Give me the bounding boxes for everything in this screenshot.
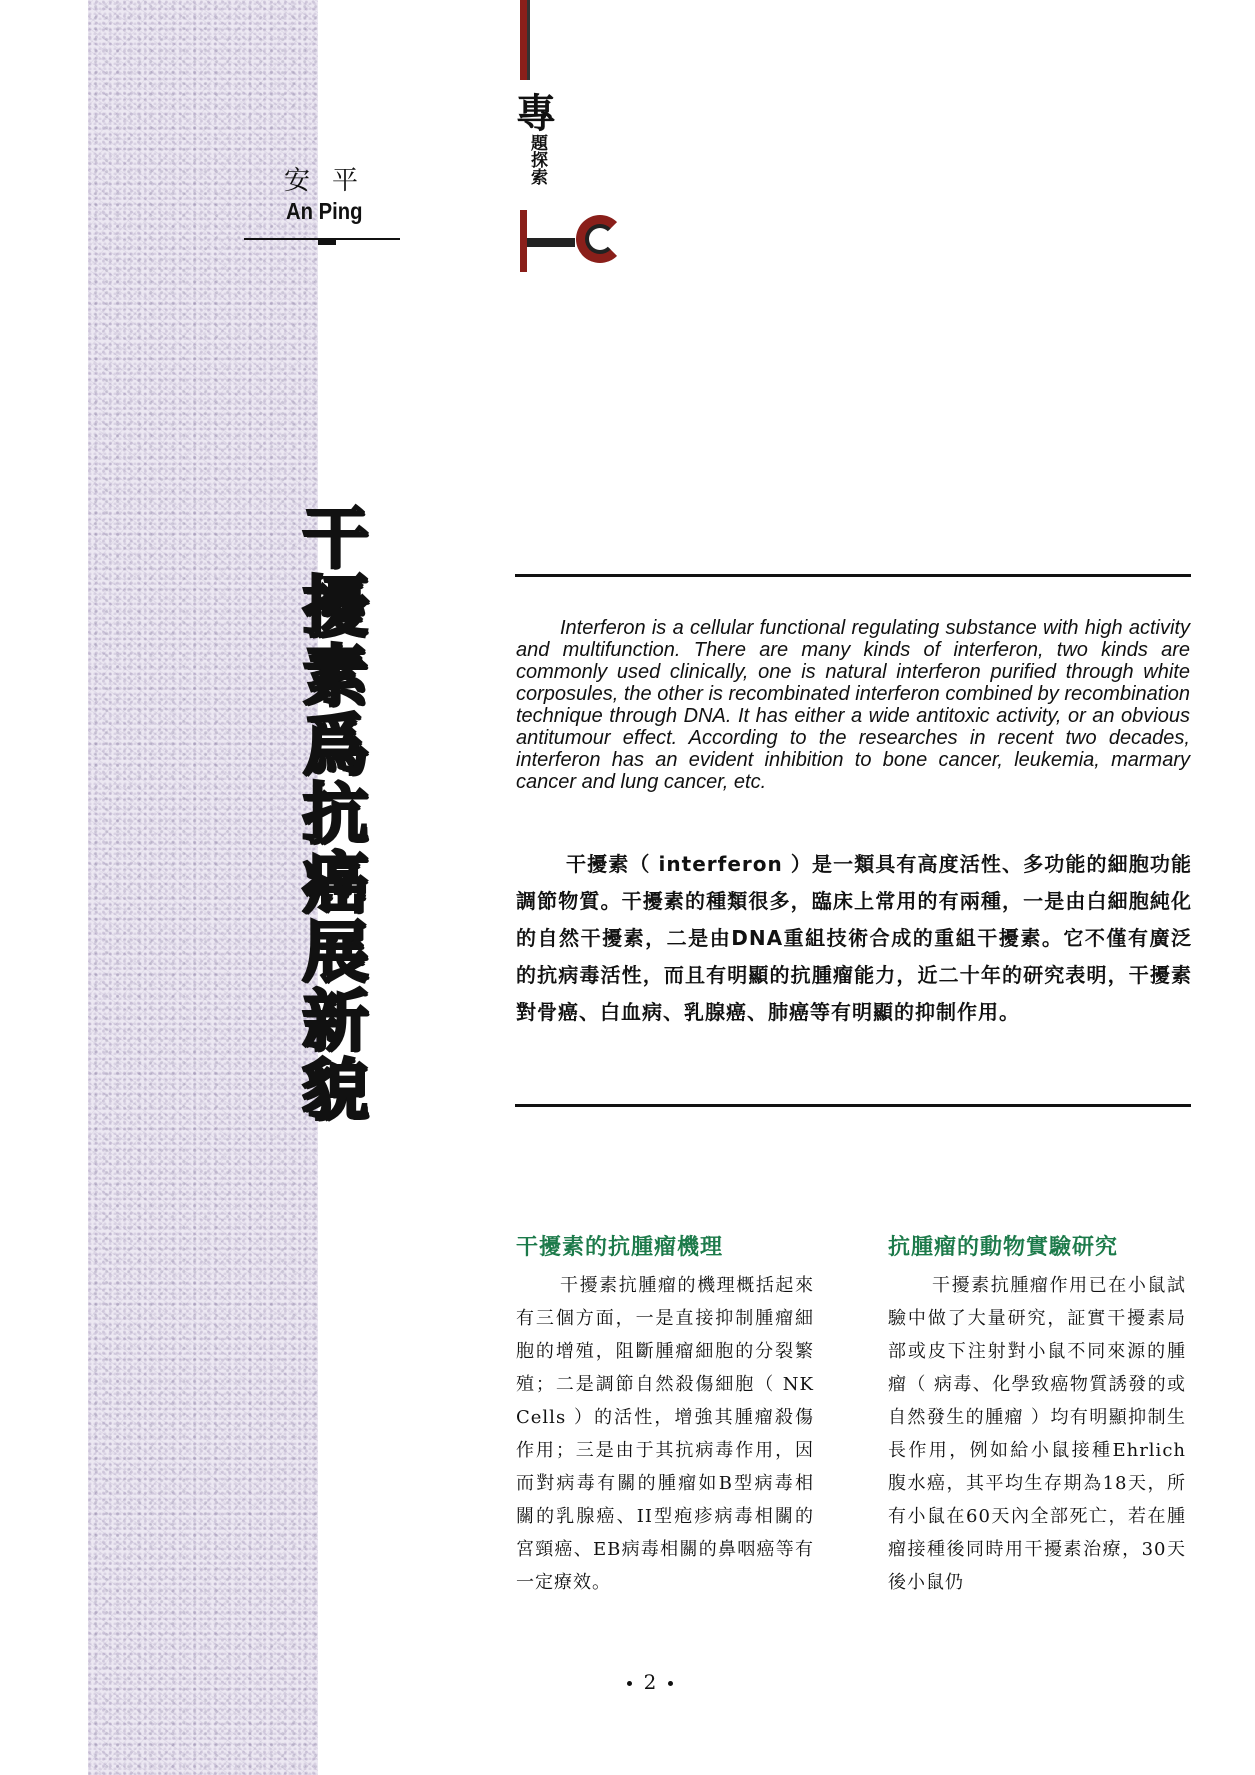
logo-horizontal-bar	[527, 238, 575, 247]
column-logo-subtitle: 題探索	[527, 134, 547, 185]
chinese-summary: 干擾素（ interferon ）是一類具有高度活性、多功能的細胞功能調節物質。干擾素的種類很多，臨床上常用的有兩種，一是由白細胞純化的自然干擾素，二是由DNA重組技術合成的重組干擾素。它不僅有廣泛的抗病毒活性，而且有明顯的抗腫瘤能力，近二十年的研究表明，干擾素對骨癌、白血病、乳腺癌、肺癌等有明顯的抑制作用。	[516, 852, 1192, 1024]
logo-c-inner-shape	[585, 224, 615, 254]
bottom-rule	[515, 1104, 1191, 1107]
author-name-english: An Ping	[286, 198, 363, 224]
author-name-chinese: 安平	[284, 166, 381, 196]
author-divider-mark	[318, 238, 336, 245]
top-rule	[515, 574, 1191, 577]
article-title: 干擾素爲抗癌展新貌	[291, 502, 368, 1124]
logo-bar-top	[520, 0, 527, 80]
column-logo-main-char: 專	[516, 91, 556, 137]
section-body: 干擾素抗腫瘤作用已在小鼠試驗中做了大量研究，証實干擾素局部或皮下注射對小鼠不同來源的腫瘤（ 病毒、化學致癌物質誘發的或自然發生的腫瘤 ）均有明顯抑制生長作用，例如給小鼠接種Ehrlich腹水癌，其平均生存期為18天，所有小鼠在60天內全部死亡，若在腫瘤接種後同時用干擾素治療，30天後小鼠仍	[888, 1275, 1186, 1593]
section-body: 干擾素抗腫瘤的機理概括起來有三個方面，一是直接抑制腫瘤細胞的增殖，阻斷腫瘤細胞的分裂繁殖；二是調節自然殺傷細胞（ NK Cells ）的活性，增強其腫瘤殺傷作用；三是由于其抗病毒作用，因而對病毒有關的腫瘤如B型病毒相關的乳腺癌、II型疱疹病毒相關的宮頸癌、EB病毒相關的鼻咽癌等有一定療效。	[516, 1275, 814, 1593]
page-dot-left	[627, 1681, 632, 1686]
english-abstract: Interferon is a cellular functional regulating substance with high activity and multifunction. There are many kinds of interferon, two kinds are commonly used clinically, one is natural interferon purified through white corposules, the other is recombinated interferon combined by recombination technique through DNA. It has either a wide antitoxic activity, or an obvious antitumour effect. According to the researches in recent two decades, interferon has an evident inhibition to bone cancer, leukemia, marmary cancer and lung cancer, etc.	[516, 617, 1190, 793]
section-animal-study	[888, 1230, 1186, 1599]
logo-bar-bottom	[520, 210, 527, 272]
section-heading: 干擾素的抗腫瘤機理	[516, 1235, 724, 1260]
section-mechanism	[516, 1230, 814, 1599]
logo-bar-top-inner	[527, 0, 530, 80]
section-heading: 抗腫瘤的動物實驗研究	[888, 1235, 1119, 1260]
page-number	[600, 1670, 700, 1694]
page-number-value: 2	[643, 1670, 657, 1694]
page-dot-right	[668, 1681, 673, 1686]
